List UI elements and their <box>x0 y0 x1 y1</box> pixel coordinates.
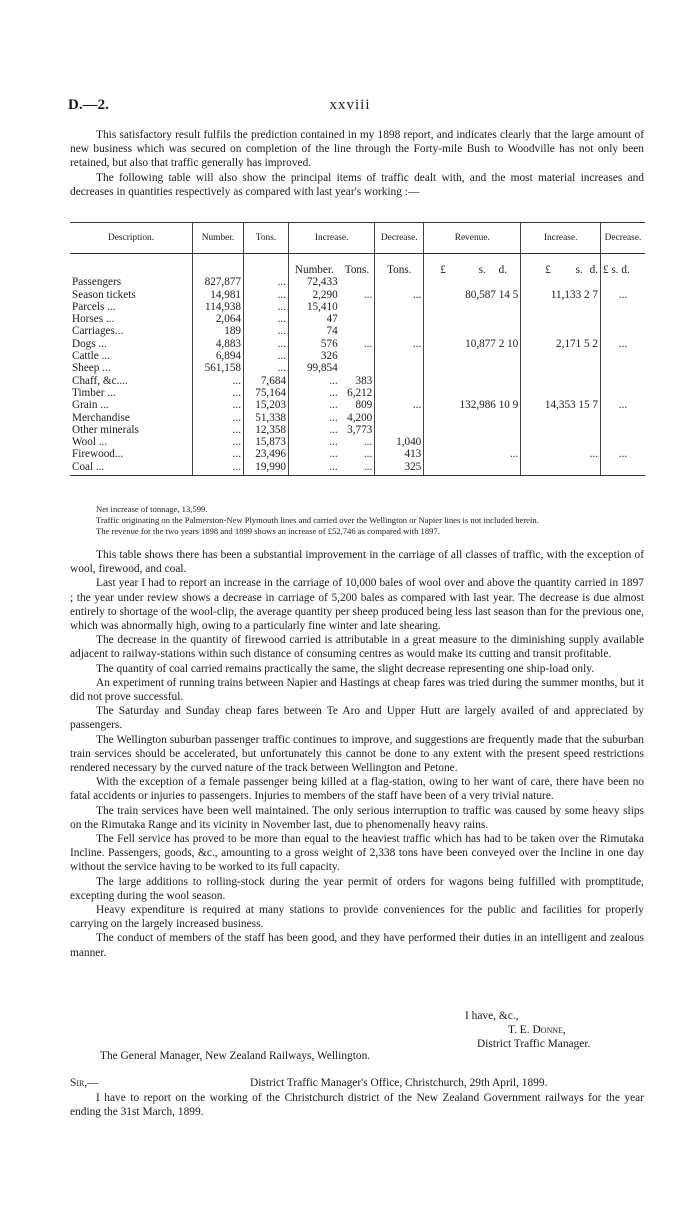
cell-increase-tons: ... <box>340 448 375 460</box>
salutation: Sir,— <box>70 1077 99 1089</box>
cell-decrease-tons <box>375 276 424 288</box>
intro-section <box>70 128 644 199</box>
cell-decrease-tons: 413 <box>375 448 424 460</box>
cell-number: ... <box>193 436 244 448</box>
note: The revenue for the two years 1898 and 1899 shows an increase of £52,746 as compared with 1897. <box>96 526 440 536</box>
table-row <box>70 313 645 325</box>
subheader-number: Number. <box>294 264 334 276</box>
cell-revenue-increase: ... <box>521 448 601 460</box>
cell-revenue <box>424 350 521 362</box>
cell-revenue <box>424 424 521 436</box>
cell-increase-number: 72,433 <box>306 276 338 289</box>
cell-revenue <box>424 387 521 399</box>
cell-increase-tons: 3,773 <box>340 424 375 436</box>
table-row <box>70 301 645 313</box>
cell-number: ... <box>193 399 244 411</box>
paragraph: I have to report on the working of the Christchurch district of the New Zealand Government railways for the year ending the 31st March, 1899. <box>70 1092 644 1119</box>
traffic-table <box>70 222 645 476</box>
cell-revenue <box>424 436 521 448</box>
table-row <box>70 399 645 411</box>
cell-decrease-tons: ... <box>375 289 424 301</box>
cell-revenue-increase <box>521 350 601 362</box>
cell-decrease-tons <box>375 301 424 313</box>
cell-tons: ... <box>244 338 289 350</box>
cell-increase-tons <box>340 276 375 288</box>
cell-increase-number: ... <box>329 386 338 399</box>
cell-revenue-increase <box>521 325 601 337</box>
cell-revenue-decrease <box>601 362 646 374</box>
cell-revenue-decrease: ... <box>618 448 628 461</box>
cell-tons: ... <box>244 289 289 301</box>
cell-revenue-decrease <box>601 325 646 337</box>
cell-revenue-increase <box>521 362 601 374</box>
letter2-body <box>70 1091 644 1119</box>
paragraph: The decrease in the quantity of firewood carried is attributable in a great measure to the diminishing supply available adjacent to railway-stations within such distance of consuming centres as would make its cutting and transit profitable. <box>70 634 644 661</box>
cell-decrease-tons <box>375 375 424 387</box>
cell-revenue-increase <box>521 276 601 288</box>
cell-increase-tons <box>340 325 375 337</box>
signature-title: District Traffic Manager. <box>477 1038 591 1050</box>
cell-decrease-tons <box>375 350 424 362</box>
paragraph: The quantity of coal carried remains practically the same, the slight decrease representing one ship-load only. <box>96 662 595 675</box>
cell-revenue <box>424 325 521 337</box>
cell-increase-tons <box>340 301 375 313</box>
cell-increase-number: 47 <box>326 313 338 326</box>
cell-increase-tons: 809 <box>340 399 375 411</box>
cell-revenue-decrease <box>601 276 646 288</box>
cell-description: Wool ... <box>70 436 193 448</box>
cell-increase-number: ... <box>329 411 338 424</box>
cell-description: Season tickets <box>70 289 193 301</box>
cell-description: Other minerals <box>70 424 193 436</box>
cell-tons: 75,164 <box>244 387 289 399</box>
cell-revenue <box>424 461 521 476</box>
cell-decrease-tons <box>375 325 424 337</box>
cell-increase-number: ... <box>329 436 338 449</box>
cell-revenue-decrease <box>601 375 646 387</box>
subheader-lsd-dec: £ s. d. <box>603 264 630 276</box>
cell-tons: ... <box>244 362 289 374</box>
cell-increase-number: 74 <box>326 325 338 338</box>
cell-increase-number: 99,854 <box>306 362 338 375</box>
cell-description: Parcels ... <box>70 301 193 313</box>
cell-revenue-decrease <box>601 350 646 362</box>
paragraph: The Fell service has proved to be more than equal to the heaviest traffic which has had to be taken over the Rimutaka Incline. Passengers, goods, &c., amounting to a gross weight of 2,338 tons have been conveyed over the Incline in one day without the service having to be worked to its full capacity. <box>70 833 644 874</box>
cell-revenue-decrease <box>601 313 646 325</box>
cell-revenue-decrease: ... <box>618 337 628 350</box>
table-row <box>70 375 645 387</box>
cell-revenue-decrease <box>601 436 646 448</box>
cell-tons: 23,496 <box>244 448 289 460</box>
cell-revenue <box>424 362 521 374</box>
table-row <box>70 412 645 424</box>
intro-paragraph: This satisfactory result fulfils the prediction contained in my 1898 report, and indicates clearly that the large amount of new business which was secured on completion of the line through the Forty-mile Bush to Woodville has not only been retained, but also that traffic generally has improved. <box>70 129 644 170</box>
cell-revenue-increase: 14,353 15 7 <box>521 399 601 411</box>
cell-tons: 7,684 <box>244 375 289 387</box>
cell-revenue-increase <box>521 313 601 325</box>
cell-tons: ... <box>244 313 289 325</box>
cell-decrease-tons <box>375 424 424 436</box>
note: Traffic originating on the Palmerston-New Plymouth lines and carried over the Wellington or Napier lines is not included herein. <box>96 515 539 525</box>
cell-number: 189 <box>193 325 244 337</box>
paragraph: This table shows there has been a substantial improvement in the carriage of all classes of traffic, with the exception of wool, firewood, and coal. <box>70 549 644 576</box>
paragraph: The conduct of members of the staff has been good, and they have performed their duties in an intelligent and zealous manner. <box>70 932 644 959</box>
cell-tons: 15,203 <box>244 399 289 411</box>
cell-description: Cattle ... <box>70 350 193 362</box>
cell-increase-tons: ... <box>340 289 375 301</box>
paragraph: The Saturday and Sunday cheap fares between Te Aro and Upper Hutt are largely availed of and appreciated by passengers. <box>70 705 644 732</box>
cell-number: 114,938 <box>193 301 244 313</box>
col-revenue-decrease: Decrease. <box>601 223 646 254</box>
subheader-tons: Tons. <box>340 254 375 277</box>
table-row <box>70 436 645 448</box>
cell-description: Firewood... <box>70 448 193 460</box>
cell-revenue <box>424 375 521 387</box>
cell-increase-tons <box>340 362 375 374</box>
cell-number: ... <box>193 461 244 476</box>
table-row <box>70 424 645 436</box>
cell-number: 4,883 <box>193 338 244 350</box>
table-row <box>70 289 645 301</box>
cell-revenue: 132,986 10 9 <box>424 399 521 411</box>
cell-revenue <box>424 301 521 313</box>
cell-tons: ... <box>244 276 289 288</box>
cell-increase-number: ... <box>329 374 338 387</box>
paragraph: The Wellington suburban passenger traffic continues to improve, and suggestions are frequently made that the suburban train services should be accelerated, but unfortunately this cannot be done to any extent with the present speed restrictions rendered necessary by the curved nature of the track between Wellington and Petone. <box>70 733 644 775</box>
cell-revenue-decrease: ... <box>618 399 628 412</box>
cell-revenue: 10,877 2 10 <box>424 338 521 350</box>
cell-number: 2,064 <box>193 313 244 325</box>
cell-revenue-increase <box>521 436 601 448</box>
table-subheader-row <box>70 254 645 277</box>
table-row <box>70 276 645 288</box>
cell-revenue-increase: 2,171 5 2 <box>521 338 601 350</box>
cell-revenue-increase <box>521 375 601 387</box>
cell-increase-tons: 6,212 <box>340 387 375 399</box>
table-notes <box>70 504 644 537</box>
cell-description: Grain ... <box>70 399 193 411</box>
intro-paragraph: The following table will also show the principal items of traffic dealt with, and the most material increases and decreases in quantities respectively as compared with last year's working :— <box>70 171 644 198</box>
cell-decrease-tons <box>375 362 424 374</box>
cell-revenue-increase <box>521 412 601 424</box>
cell-decrease-tons <box>375 412 424 424</box>
cell-revenue-increase <box>521 387 601 399</box>
paragraph: The train services have been well maintained. The only serious interruption to traffic was caused by some heavy slips on the Rimutaka Range and its vicinity in November last, due to phenomenally heavy rains. <box>70 804 644 831</box>
table-row <box>70 325 645 337</box>
table-row <box>70 350 645 362</box>
col-increase: Increase. <box>289 223 375 254</box>
paragraph: Heavy expenditure is required at many stations to provide conveniences for the public and facilities for properly carrying on the largely increased business. <box>70 904 644 931</box>
cell-increase-number: ... <box>329 399 338 412</box>
cell-number: ... <box>193 448 244 460</box>
table-row <box>70 387 645 399</box>
paragraph: The large additions to rolling-stock during the year permit of orders for wagons being fulfilled with promptitude, excepting during the wool season. <box>70 875 644 902</box>
cell-tons: ... <box>244 325 289 337</box>
cell-decrease-tons <box>375 313 424 325</box>
cell-description: Chaff, &c.... <box>70 375 193 387</box>
table-row <box>70 362 645 374</box>
cell-tons: ... <box>244 301 289 313</box>
cell-revenue <box>424 313 521 325</box>
cell-revenue-increase <box>521 424 601 436</box>
cell-decrease-tons: ... <box>375 338 424 350</box>
signature-closing: I have, &c., <box>465 1010 519 1022</box>
cell-decrease-tons: 325 <box>375 461 424 476</box>
cell-description: Sheep ... <box>70 362 193 374</box>
cell-increase-tons: 4,200 <box>340 412 375 424</box>
subheader-lsd: £ s. d. <box>424 254 521 277</box>
cell-revenue-decrease <box>601 424 646 436</box>
dateline: District Traffic Manager's Office, Christchurch, 29th April, 1899. <box>250 1077 548 1089</box>
cell-tons: 15,873 <box>244 436 289 448</box>
paragraph: An experiment of running trains between Napier and Hastings at cheap fares was tried during the summer months, but it did not prove successful. <box>70 676 644 704</box>
col-revenue: Revenue. <box>424 223 521 254</box>
col-revenue-increase: Increase. <box>521 223 601 254</box>
cell-description: Timber ... <box>70 387 193 399</box>
cell-increase-number: 2,290 <box>312 288 338 301</box>
cell-revenue: 80,587 14 5 <box>424 289 521 301</box>
cell-description: Horses ... <box>70 313 193 325</box>
table-header-row <box>70 223 645 254</box>
cell-revenue-decrease <box>601 387 646 399</box>
cell-description: Carriages... <box>70 325 193 337</box>
col-tons: Tons. <box>244 223 289 254</box>
subheader-lsd-inc: £ s. d. <box>521 254 601 277</box>
signature-name: T. E. Donne, <box>508 1024 566 1036</box>
cell-increase-tons <box>340 313 375 325</box>
cell-decrease-tons: 1,040 <box>375 436 424 448</box>
table-row <box>70 338 645 350</box>
paragraph: With the exception of a female passenger being killed at a flag-station, owing to her want of care, there have been no fatal accidents or injuries to passengers. Injuries to members of the staff have been of a very trivial nature. <box>70 776 644 803</box>
cell-tons: ... <box>244 350 289 362</box>
traffic-table-body <box>70 276 645 475</box>
cell-increase-tons <box>340 350 375 362</box>
cell-revenue-decrease <box>601 412 646 424</box>
cell-increase-tons: ... <box>340 461 375 476</box>
note: Net increase of tonnage, 13,599. <box>96 504 208 514</box>
paragraph: Last year I had to report an increase in the carriage of 10,000 bales of wool over and above the quantity carried in 1897 ; the year under review shows a decrease in carriage of 5,200 bales as compared with last year. The decrease is due almost entirely to shortage of the wool-clip, the average quantity per sheep produced being less last season than for the previous one, which was abnormally high, owing to a particularly fine winter and late shearing. <box>70 577 644 633</box>
addressee: The General Manager, New Zealand Railways, Wellington. <box>100 1050 371 1062</box>
cell-revenue-decrease <box>601 461 646 476</box>
cell-increase-tons: 383 <box>340 375 375 387</box>
cell-revenue: ... <box>424 448 521 460</box>
table-row <box>70 461 645 476</box>
cell-number: 827,877 <box>193 276 244 288</box>
report-body <box>70 548 644 960</box>
cell-description: Coal ... <box>70 461 193 476</box>
cell-revenue-increase: 11,133 2 7 <box>521 289 601 301</box>
cell-number: 14,981 <box>193 289 244 301</box>
table-row <box>70 448 645 460</box>
cell-number: ... <box>193 387 244 399</box>
page-number: xxviii <box>329 97 371 113</box>
cell-revenue-increase <box>521 461 601 476</box>
cell-increase-tons: ... <box>340 436 375 448</box>
cell-increase-number: ... <box>329 448 338 461</box>
cell-increase-number: ... <box>329 423 338 436</box>
cell-number: ... <box>193 424 244 436</box>
cell-description: Dogs ... <box>70 338 193 350</box>
cell-description: Passengers <box>70 276 193 288</box>
cell-tons: 19,990 <box>244 461 289 476</box>
cell-decrease-tons <box>375 387 424 399</box>
document-code: D.—2. <box>68 97 109 113</box>
cell-increase-number: 15,410 <box>306 300 338 313</box>
cell-increase-tons: ... <box>340 338 375 350</box>
cell-increase-number: 326 <box>320 350 338 363</box>
cell-tons: 51,338 <box>244 412 289 424</box>
cell-increase-number: ... <box>289 461 340 476</box>
cell-revenue-increase <box>521 301 601 313</box>
col-decrease: Decrease. <box>375 223 424 254</box>
cell-revenue <box>424 276 521 288</box>
cell-revenue-decrease: ... <box>618 288 628 301</box>
subheader-dec-tons: Tons. <box>375 254 424 277</box>
cell-revenue <box>424 412 521 424</box>
cell-decrease-tons: ... <box>375 399 424 411</box>
cell-tons: 12,358 <box>244 424 289 436</box>
cell-description: Merchandise <box>70 412 193 424</box>
cell-number: ... <box>193 375 244 387</box>
cell-revenue-decrease <box>601 301 646 313</box>
cell-increase-number: 576 <box>320 337 338 350</box>
col-number: Number. <box>193 223 244 254</box>
col-description: Description. <box>70 223 193 254</box>
cell-number: 6,894 <box>193 350 244 362</box>
cell-number: ... <box>193 412 244 424</box>
cell-number: 561,158 <box>193 362 244 374</box>
